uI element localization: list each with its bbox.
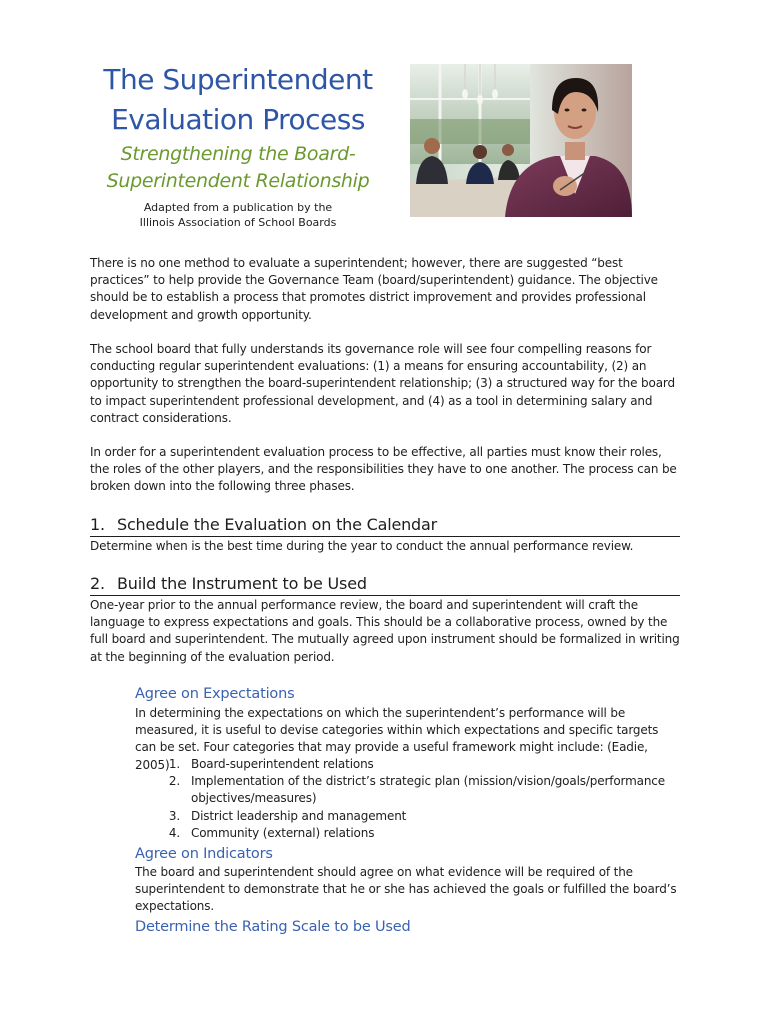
page-title [88, 60, 388, 140]
page-subtitle [88, 141, 388, 195]
subtitle-line-2: Superintendent Relationship [106, 170, 370, 192]
list-item-number: 4. [168, 825, 180, 840]
rating-scale-heading: Determine the Rating Scale to be Used [135, 919, 411, 935]
list-item [135, 808, 680, 825]
title-line-2: Evaluation Process [111, 103, 365, 136]
section-1-heading [90, 515, 680, 537]
attribution [88, 200, 388, 230]
list-item [135, 756, 680, 773]
list-item-number: 1. [168, 757, 180, 771]
section-1-text: Determine when is the best time during the year to conduct the annual performance review. [90, 539, 634, 553]
list-item [135, 825, 680, 842]
list-item-number: 2. [168, 774, 180, 789]
list-item [135, 773, 680, 807]
expectations-text: In determining the expectations on which the superintendent’s performance will be measured, it is useful to devise categories within which expectations and specific targets can be set. Four categories that may provide a useful framework might include: (Eadie, 2005) [135, 706, 659, 772]
section-2-text: One-year prior to the annual performance review, the board and superintendent will craft the language to express expectations and goals. This should be a collaborative process, owned by the full board and superintendent. The mutually agreed upon instrument should be formalized in writing at the beginning of the evaluation period. [90, 598, 680, 664]
section-1-number: 1. [90, 515, 105, 534]
indicators-heading: Agree on Indicators [135, 846, 273, 862]
list-item-text: Implementation of the district’s strategic plan (mission/vision/goals/performance objectives/measures) [191, 774, 665, 806]
indicators-text: The board and superintendent should agree on what evidence will be required of the superintendent to demonstrate that he or she has achieved the goals or fulfilled the board’s expectations. [135, 865, 677, 914]
attribution-line-1: Adapted from a publication by the [143, 201, 333, 214]
section-2-title: Build the Instrument to be Used [117, 574, 367, 593]
meeting-photo-illustration [410, 64, 632, 217]
title-block [88, 60, 388, 230]
list-item-text: Board-superintendent relations [191, 757, 374, 771]
header-photo [410, 64, 632, 217]
intro-paragraph-3: In order for a superintendent evaluation process to be effective, all parties must know their roles, the roles of the other players, and the responsibilities they have to one another. The process can be broken down into the following three phases. [90, 445, 677, 494]
section-2-number: 2. [90, 574, 105, 593]
expectations-list [135, 756, 680, 842]
title-line-1: The Superintendent [103, 63, 373, 96]
subtitle-line-1: Strengthening the Board- [120, 143, 356, 165]
attribution-line-2: Illinois Association of School Boards [139, 216, 337, 229]
intro-paragraph-1: There is no one method to evaluate a superintendent; however, there are suggested “best practices” to help provide the Governance Team (board/superintendent) guidance. The objective should be to establish a process that promotes district improvement and provides professional development and growth opportunity. [90, 256, 658, 322]
list-item-text: Community (external) relations [191, 825, 375, 840]
intro-paragraph-2: The school board that fully understands its governance role will see four compelling reasons for conducting regular superintendent evaluations: (1) a means for ensuring accountability, (2) an opportunity to strengthen the board-superintendent relationship; (3) a structured way for the board to impact superintendent professional development, and (4) as a tool in determining salary and contract considerations. [90, 342, 675, 425]
expectations-heading: Agree on Expectations [135, 686, 295, 702]
list-item-text: District leadership and management [191, 808, 407, 823]
section-1-title: Schedule the Evaluation on the Calendar [117, 515, 437, 534]
list-item-number: 3. [168, 808, 180, 823]
section-2-heading [90, 574, 680, 596]
